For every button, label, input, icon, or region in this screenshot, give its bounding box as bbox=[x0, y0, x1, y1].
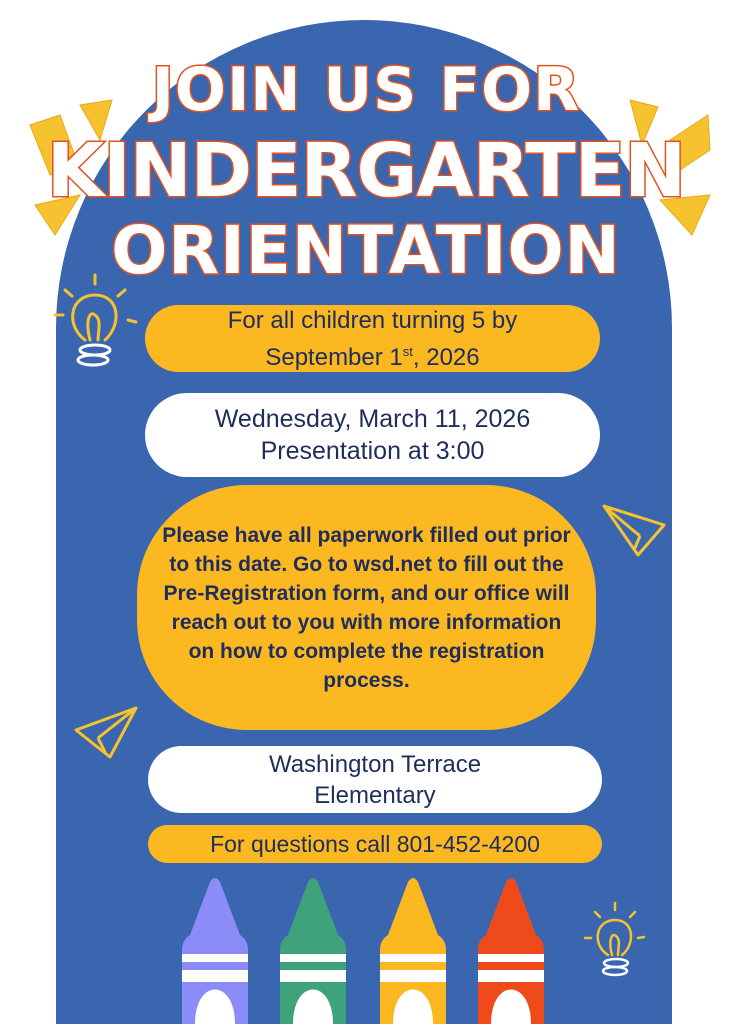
school-banner bbox=[148, 746, 602, 813]
crayon-icon bbox=[182, 878, 248, 1024]
crayon-icon bbox=[478, 878, 544, 1024]
eligibility-date: September 1 bbox=[265, 343, 403, 371]
eligibility-prefix: For all children turning 5 by bbox=[227, 306, 518, 334]
eligibility-banner bbox=[145, 305, 600, 372]
school-line-2: Elementary bbox=[314, 781, 436, 809]
event-date: Wednesday, March 11, 2026 bbox=[214, 405, 531, 433]
instructions-text: Please have all paperwork filled out prior to this date. Go to wsd.net to fill out the Pre-Registration form, and our office will reach out to you with more information on how to complete the registration process. bbox=[162, 523, 571, 692]
paper-plane-icon bbox=[72, 702, 142, 762]
event-time: Presentation at 3:00 bbox=[260, 437, 485, 465]
eligibility-sup: st bbox=[402, 343, 413, 359]
school-line-1: Washington Terrace bbox=[268, 750, 482, 778]
crayon-icon bbox=[280, 878, 346, 1024]
title-line-2: KINDERGARTEN bbox=[46, 128, 686, 214]
contact-text: For questions call 801-452-4200 bbox=[210, 830, 540, 857]
eligibility-year: , 2026 bbox=[412, 343, 480, 371]
title-line-1: JOIN US FOR bbox=[151, 55, 581, 125]
lightbulb-icon bbox=[580, 900, 650, 985]
crayon-icon bbox=[380, 878, 446, 1024]
contact-banner bbox=[148, 825, 602, 863]
paper-plane-icon bbox=[600, 500, 670, 560]
title-line-3: ORIENTATION bbox=[111, 212, 621, 289]
date-banner bbox=[145, 393, 600, 477]
lightbulb-icon bbox=[50, 270, 140, 380]
instructions-banner bbox=[137, 485, 596, 730]
